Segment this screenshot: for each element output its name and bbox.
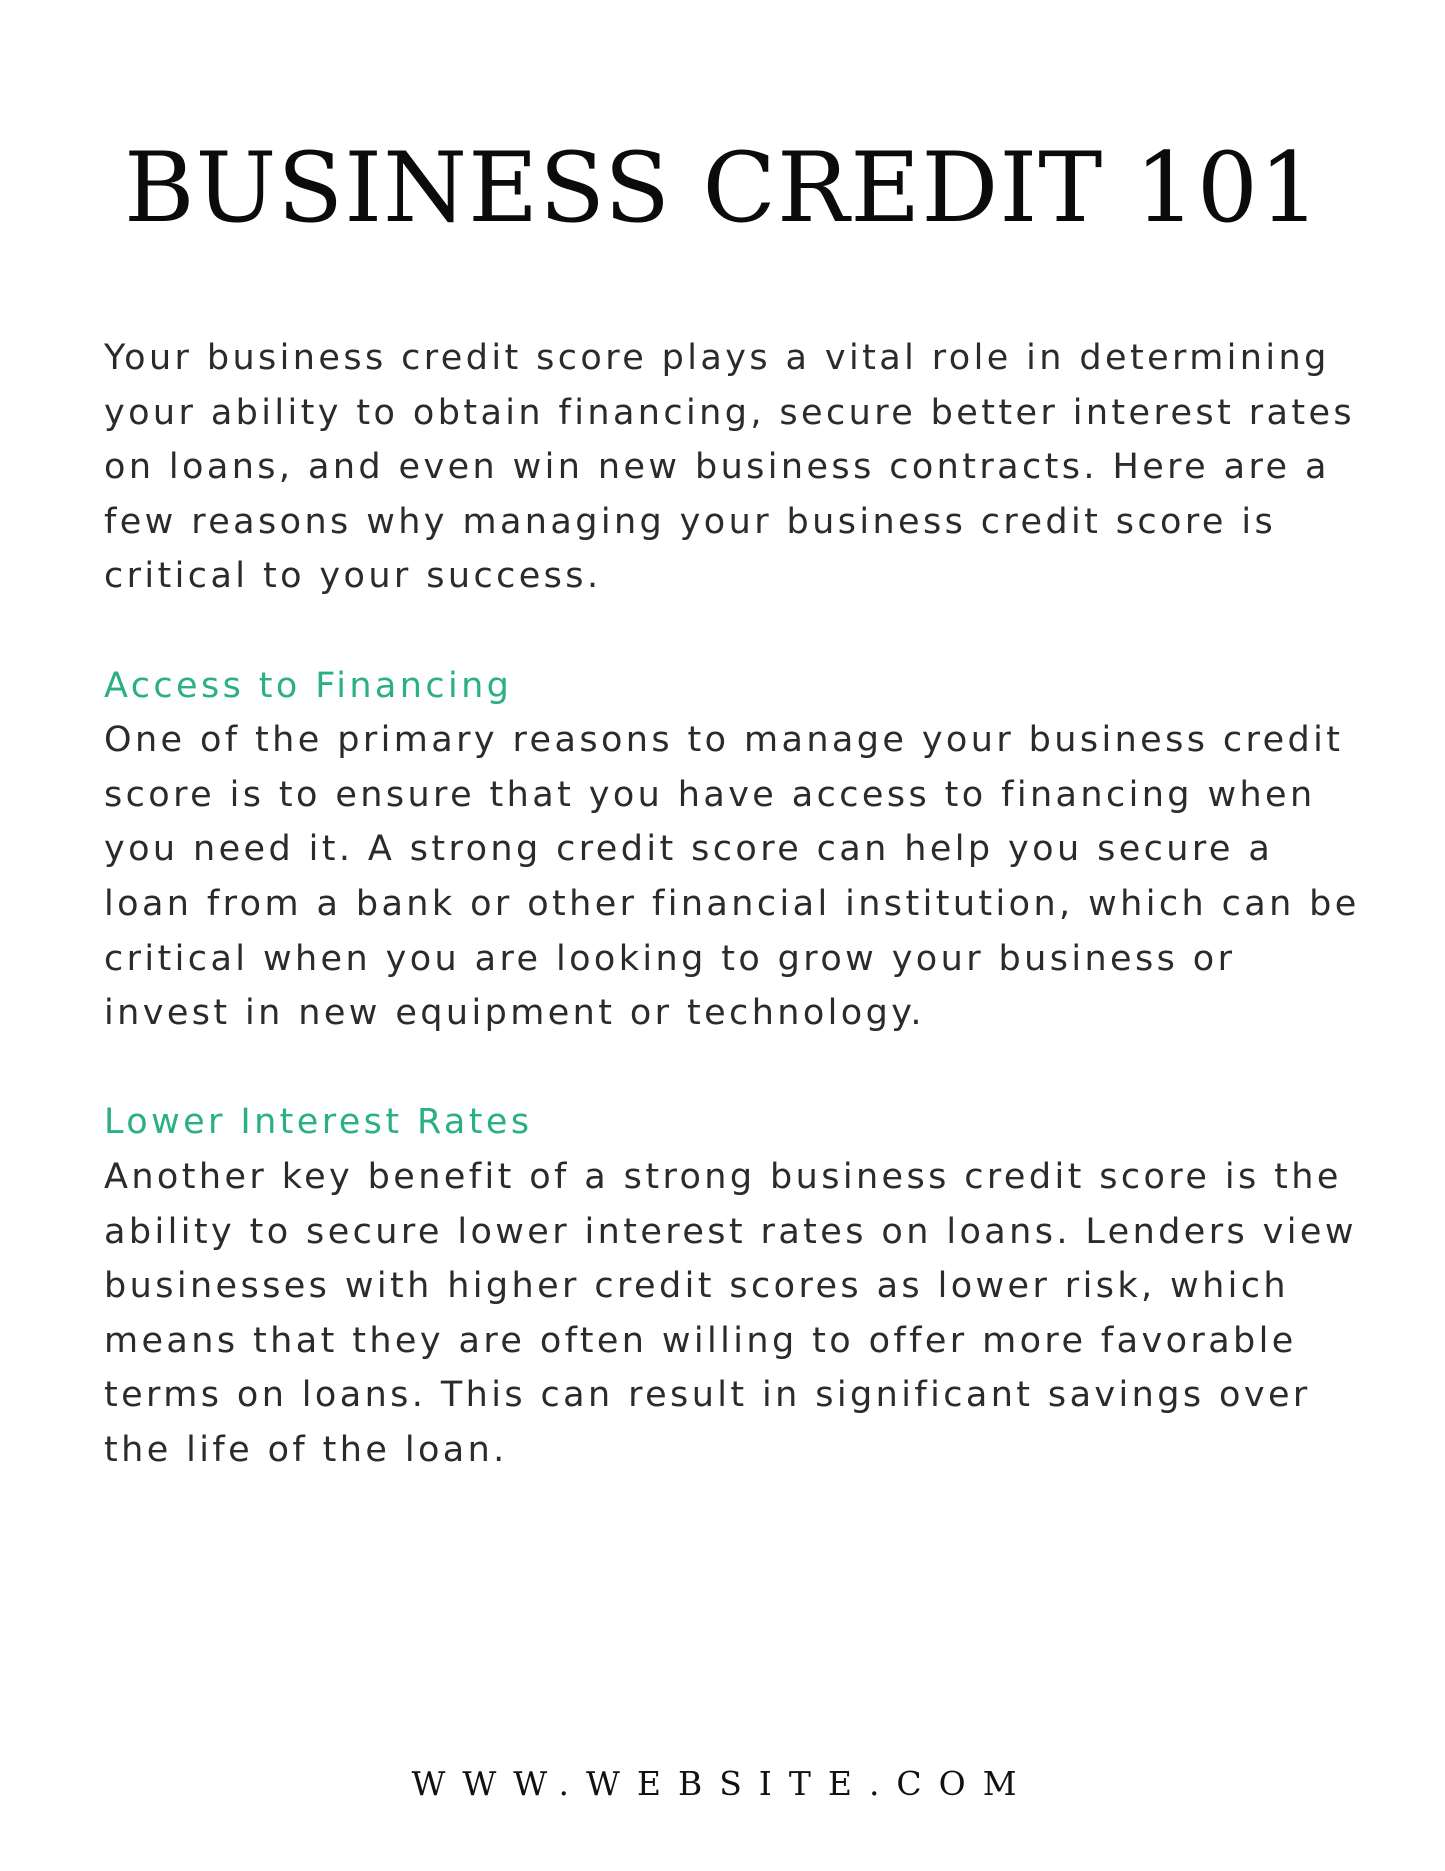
page-title: BUSINESS CREDIT 101 bbox=[123, 132, 1322, 244]
section-heading: Lower Interest Rates bbox=[104, 1102, 533, 1143]
section-paragraph: Another key benefit of a strong business credit score is the ability to secure lower interest rates on loans. Lenders view businesses with higher credit scores as lower risk, which means that they are often willing to offer more favorable terms on loans. This can result in significant savings over the life of the loan. bbox=[104, 1156, 1357, 1470]
article-body bbox=[104, 331, 1366, 1477]
intro-paragraph: Your business credit score plays a vital role in determining your ability to obtain financing, secure better interest rates on loans, and even win new business contracts. Here are a few reasons why managing your business credit score is critical to your success. bbox=[104, 338, 1356, 597]
section-lower-interest-rates bbox=[104, 1095, 1366, 1477]
section-paragraph: One of the primary reasons to manage your business credit score is to ensure that you have access to financing when you need it. A strong credit score can help you secure a loan from a bank or other financial institution, which can be critical when you are looking to grow your business or invest in new equipment or technology. bbox=[104, 720, 1360, 1034]
section-access-to-financing bbox=[104, 659, 1366, 1041]
website-footer: WWW.WEBSITE.COM bbox=[411, 1764, 1034, 1803]
section-heading: Access to Financing bbox=[104, 665, 513, 706]
